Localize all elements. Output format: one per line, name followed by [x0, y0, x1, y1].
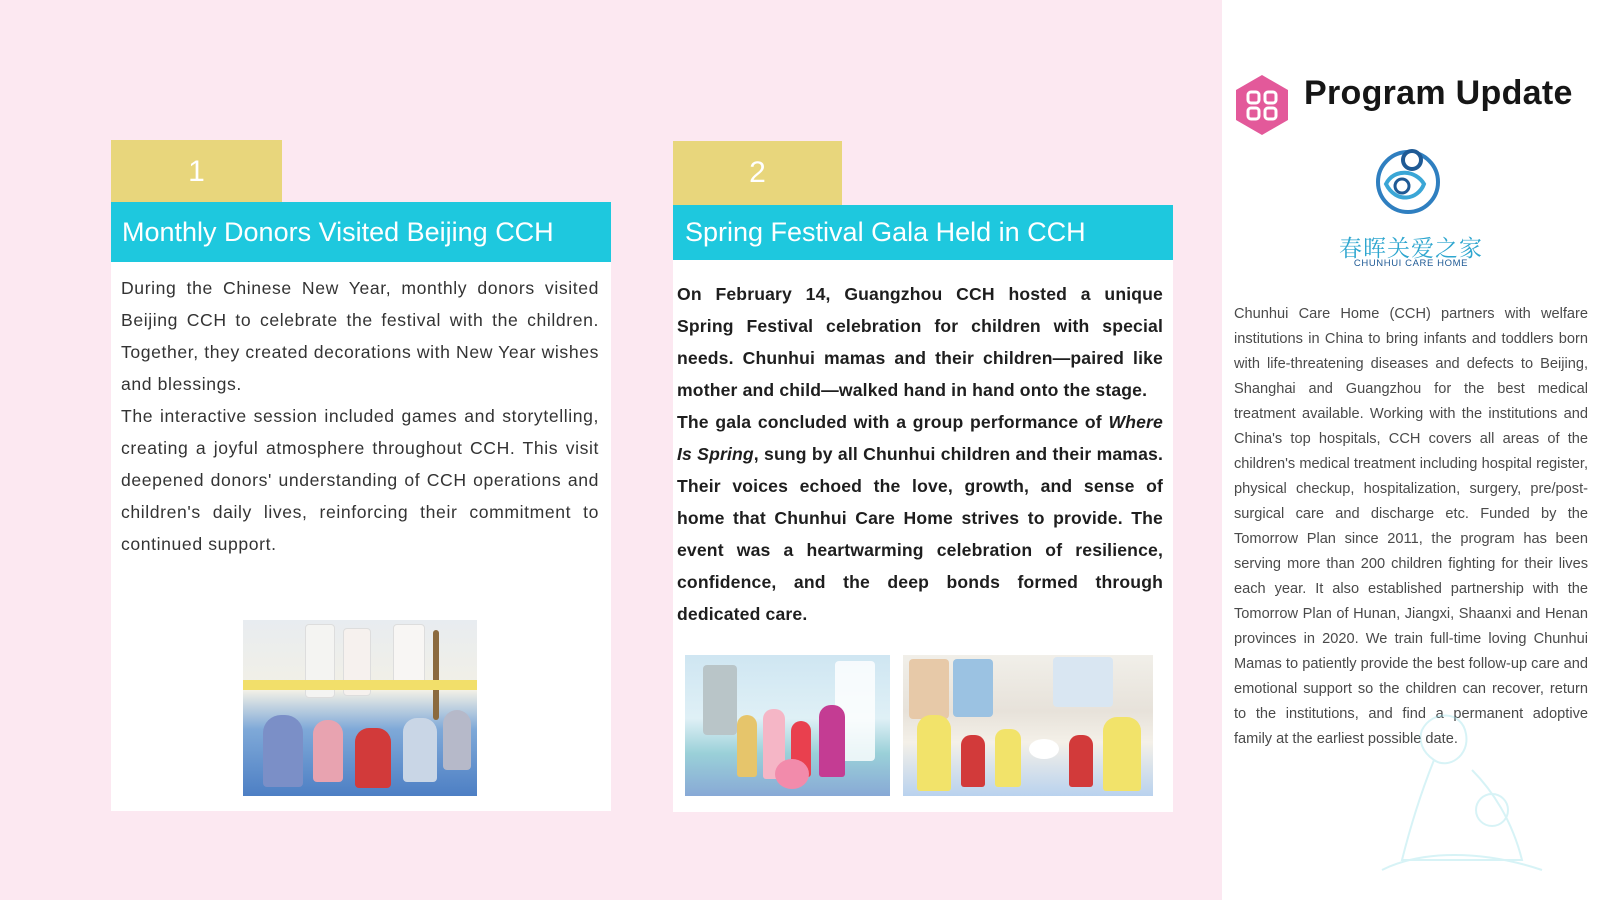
- card-2-body: [677, 278, 1163, 630]
- logo-chinese-name: 春晖关爱之家: [1339, 235, 1483, 261]
- sidebar-title: Program Update: [1304, 74, 1573, 112]
- card-2-paragraph-1: On February 14, Guangzhou CCH hosted a unique Spring Festival celebration for children with special needs. Chunhui mamas and their children—paired like mother and child—walked hand in hand onto the stage.: [677, 284, 1163, 400]
- card-1-paragraph-1: During the Chinese New Year, monthly donors visited Beijing CCH to celebrate the festival with the children. Together, they created decorations with New Year wishes and blessings.: [121, 278, 599, 394]
- card-1-title: Monthly Donors Visited Beijing CCH: [111, 202, 611, 262]
- donor-visit-photo: [243, 620, 477, 796]
- gala-photo-stage: [685, 655, 890, 796]
- card-1-paragraph-2: The interactive session included games and storytelling, creating a joyful atmosphere throughout CCH. This visit deepened donors' understanding of CCH operations and children's daily lives, reinforcing their commitment to continued support.: [121, 406, 599, 554]
- card-2-number-tab: [673, 141, 842, 205]
- chunhui-logo-icon: [1372, 144, 1444, 218]
- card-1-number: 1: [188, 155, 205, 188]
- card-2-number: 2: [749, 156, 766, 189]
- card-2-p2-end: , sung by all Chunhui children and their mamas. Their voices echoed the love, growth, and sense of home that Chunhui Care Home strives to provide. The event was a heartwarming celebration of resilience, confidence, and the deep bonds formed through dedicated care.: [677, 444, 1164, 624]
- program-update-sidebar: [1222, 0, 1600, 900]
- watermark-illustration: [1362, 700, 1562, 890]
- card-1-number-tab: [111, 140, 282, 204]
- card-spring-festival-gala: [673, 205, 1173, 812]
- card-2-paragraph-2: [677, 406, 1163, 630]
- card-donors-visit: [111, 202, 611, 811]
- gala-photo-group: [903, 655, 1153, 796]
- card-2-p2-start: The gala concluded with a group performance of: [677, 412, 1109, 432]
- song-title: Where Is Spring: [677, 412, 1163, 464]
- card-1-body: [121, 272, 599, 560]
- logo-english-name: CHUNHUI CARE HOME: [1353, 258, 1469, 269]
- program-description: Chunhui Care Home (CCH) partners with welfare institutions in China to bring infants and toddlers born with life-threatening diseases and defects to Beijing, Shanghai and Guangzhou for the best medical treatment available. Working with the institutions and China's top hospitals, CCH covers all areas of the children's medical treatment including hospital register, physical checkup, hospitalization, surgery, pre/post-surgical care and discharge etc. Funded by the Tomorrow Plan since 2011, the program has been serving more than 200 children fighting for their lives each year. It also established partnership with the Tomorrow Plan of Hunan, Jiangxi, Shaanxi and Henan provinces in 2020. We train full-time loving Chunhui Mamas to patiently provide the best follow-up care and emotional support so the children can recover, return to the institutions, and find a permanent adoptive family at the earliest possible date.: [1234, 306, 1588, 747]
- program-update-icon: [1234, 74, 1290, 136]
- card-2-title: Spring Festival Gala Held in CCH: [673, 205, 1173, 260]
